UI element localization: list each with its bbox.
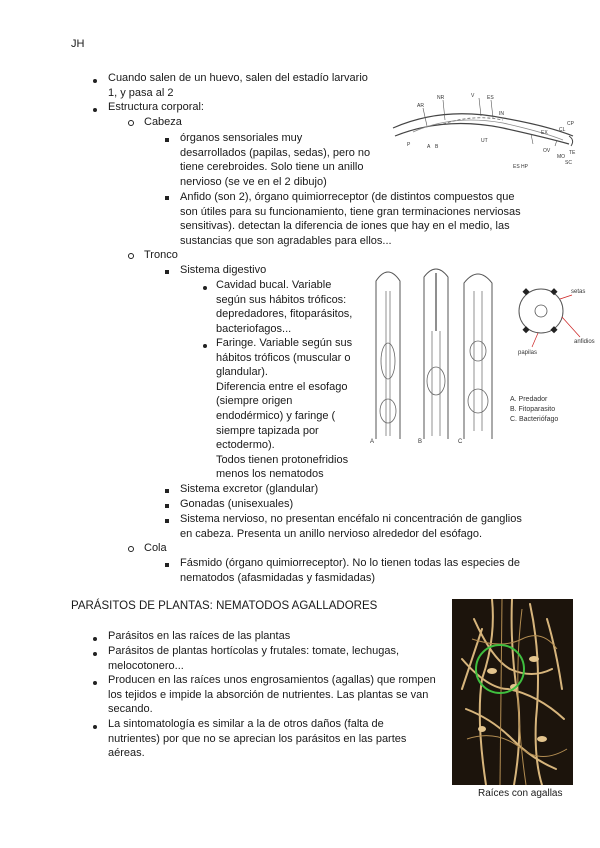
nematode-body-drawing bbox=[383, 88, 583, 178]
list-item: Sistema excretor (glandular) bbox=[180, 483, 319, 495]
list-item: Sistema nervioso, no presentan encéfalo ni concentración de ganglios en cabeza. Presenta un anillo nervioso alrededor del esófago. bbox=[180, 513, 522, 540]
figure-label: P bbox=[407, 142, 411, 148]
bullet-dot bbox=[93, 725, 97, 729]
bullet-square bbox=[165, 196, 169, 200]
bullet-circle bbox=[128, 253, 134, 259]
figure-label: ES bbox=[487, 95, 494, 101]
bullet-circle bbox=[128, 546, 134, 552]
figure-label: anfidios bbox=[574, 339, 595, 345]
bullet-dot bbox=[93, 108, 97, 112]
section-title: PARÁSITOS DE PLANTAS: NEMATODOS AGALLADORES bbox=[71, 600, 378, 612]
roots-drawing bbox=[452, 599, 573, 785]
page-header-initials: JH bbox=[71, 38, 85, 50]
list-item: Anfido (son 2), órgano quimiorreceptor (de distintos compuestos que son útiles para su funcionamiento, tiene gran terminaciones nerviosas sensitivas). detectan la diferencia de iones que hay en el medio, las sustancias que son agradables para ellos... bbox=[180, 191, 521, 247]
list-item: Sistema digestivo bbox=[180, 264, 267, 276]
figure-label: NR bbox=[437, 95, 445, 101]
list-item: Faringe. Variable según sus hábitos tróficos (muscular o glandular). Diferencia entre el esofago (siempre origen endodérmico) y faringe ( siempre tapizada por ectodermo). Todos tienen protonefridios menos los nematodos bbox=[216, 337, 353, 481]
legend-item: C. Bacteriófago bbox=[510, 416, 559, 423]
figure-label: V bbox=[471, 93, 475, 99]
figure-label: CP bbox=[567, 121, 574, 127]
bullet-square bbox=[165, 504, 169, 508]
list-item: órganos sensoriales muy desarrollados (papilas, sedas), pero no tiene cerebroides. Solo tiene un anillo nervioso (se ve en el 2 dibujo) bbox=[180, 132, 371, 188]
list-item: Fásmido (órgano quimiorreceptor). No lo tienen todas las especies de nematodos (afasmidadas y fasmidadas) bbox=[180, 557, 520, 584]
list-item: Cavidad bucal. Variable según sus hábitos tróficos: depredadores, fitoparásitos, bacteriofagos... bbox=[216, 279, 353, 335]
legend-item: A. Predador bbox=[510, 396, 548, 403]
bullet-dot bbox=[203, 344, 207, 348]
figure-label: TE bbox=[569, 150, 576, 156]
figure-label: CL bbox=[559, 127, 566, 133]
bullet-square bbox=[165, 270, 169, 274]
bullet-dot bbox=[93, 681, 97, 685]
nematode-anatomy-figure bbox=[383, 88, 583, 178]
bullet-circle bbox=[128, 120, 134, 126]
list-item: Cuando salen de un huevo, salen del estadío larvario 1, y pasa al 2 bbox=[108, 72, 368, 99]
figure-label: setas bbox=[571, 289, 586, 295]
bullet-dot bbox=[93, 637, 97, 641]
root-gall-photo bbox=[452, 599, 573, 785]
bullet-square bbox=[165, 519, 169, 523]
subheading-cola: Cola bbox=[144, 542, 167, 554]
figure-label: MO bbox=[557, 154, 566, 160]
panel-letter: A bbox=[370, 439, 375, 445]
figure-label: EX bbox=[541, 130, 548, 136]
figure-label: IN bbox=[499, 111, 504, 117]
bullet-square bbox=[165, 489, 169, 493]
list-item: Gonadas (unisexuales) bbox=[180, 498, 294, 510]
panel-letter: C bbox=[458, 439, 463, 445]
subheading-tronco: Tronco bbox=[144, 249, 178, 261]
legend-item: B. Fitoparasito bbox=[510, 406, 556, 413]
figure-label: B bbox=[435, 144, 439, 150]
list-item: Producen en las raíces unos engrosamientos (agallas) que rompen los tejidos e impide la absorción de nutrientes. Las plantas se van secando. bbox=[108, 674, 436, 716]
list-item: La sintomatología es similar a la de otros daños (falta de nutrientes) por que no se aprecian los parásitos en las partes aéreas. bbox=[108, 718, 407, 760]
figure-label: OV bbox=[543, 148, 551, 154]
bullet-dot bbox=[203, 286, 207, 290]
bullet-dot bbox=[93, 79, 97, 83]
list-item: Parásitos en las raíces de las plantas bbox=[108, 630, 291, 642]
figure-label: ES HP bbox=[513, 164, 529, 170]
subheading-cabeza: Cabeza bbox=[144, 116, 182, 128]
bullet-square bbox=[165, 563, 169, 567]
pharynx-drawings bbox=[366, 261, 596, 446]
figure-label: AR bbox=[417, 103, 424, 109]
panel-letter: B bbox=[418, 439, 423, 445]
bullet-square bbox=[165, 138, 169, 142]
figure-label: A bbox=[427, 144, 431, 150]
list-item: Estructura corporal: bbox=[108, 101, 204, 113]
figure-label: SC bbox=[565, 160, 572, 166]
figure-label: papilas bbox=[518, 350, 538, 356]
pharynx-types-figure bbox=[366, 261, 596, 446]
bullet-dot bbox=[93, 652, 97, 656]
list-item: Parásitos de plantas hortícolas y frutales: tomate, lechugas, melocotonero... bbox=[108, 645, 400, 672]
figure-label: UT bbox=[481, 138, 488, 144]
photo-caption: Raíces con agallas bbox=[478, 788, 563, 799]
